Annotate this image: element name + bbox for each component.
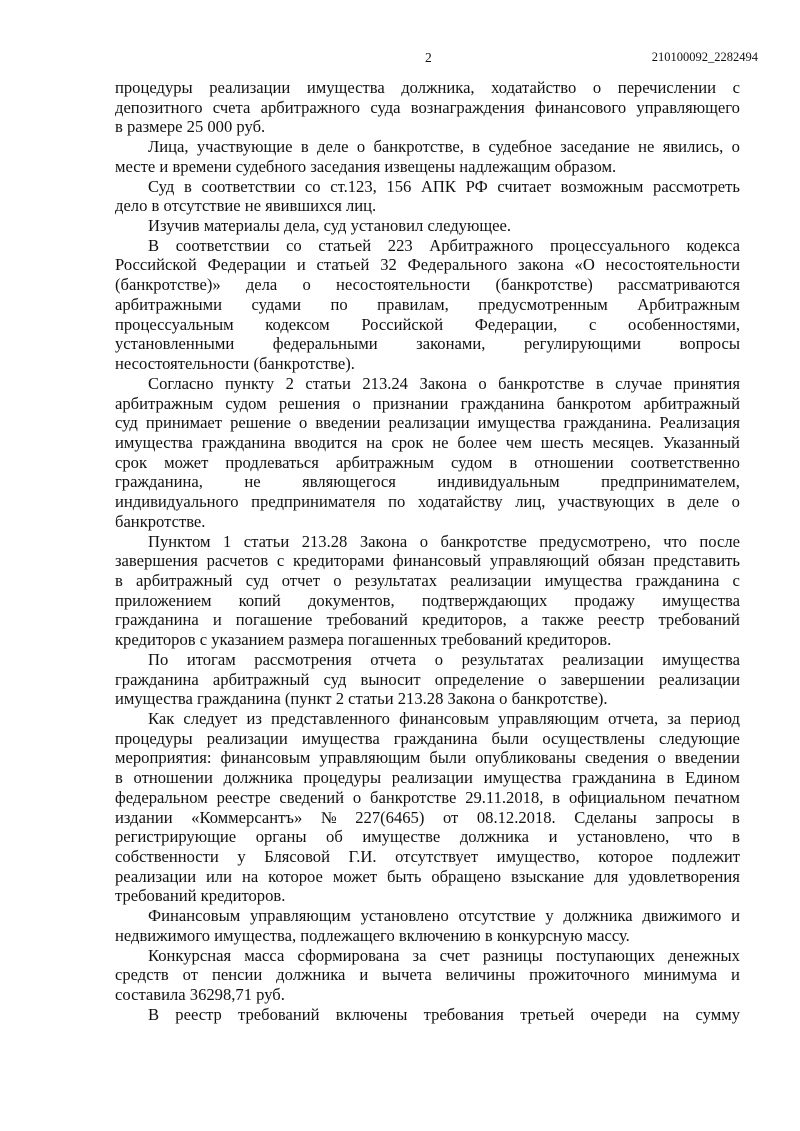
paragraph (115, 709, 740, 906)
paragraph (115, 137, 740, 176)
paragraph (115, 1005, 740, 1025)
text-line: средств от пенсии должника и вычета величины прожиточного минимума и (115, 965, 740, 985)
text-line: требований кредиторов. (115, 886, 286, 906)
text-line: Пунктом 1 статьи 213.28 Закона о банкротстве предусмотрено, что после (148, 531, 740, 551)
text-line: в отношении должника процедуры реализации имущества гражданина в Едином (115, 768, 740, 788)
text-line: несостоятельности (банкротстве). (115, 354, 355, 374)
text-line: Суд в соответствии со ст.123, 156 АПК РФ считает возможным рассмотреть (148, 176, 740, 196)
document-body (115, 78, 740, 1025)
text-line: составила 36298,71 руб. (115, 985, 285, 1005)
text-line: собственности у Блясовой Г.И. отсутствует имущество, которое подлежит (115, 847, 740, 867)
text-line: гражданина арбитражный суд выносит определение о завершении реализации (115, 669, 740, 689)
paragraph (115, 374, 740, 532)
text-line: По итогам рассмотрения отчета о результатах реализации имущества (148, 649, 740, 669)
text-line: процедуры реализации имущества гражданина были осуществлены следующие (115, 728, 740, 748)
text-line: в размере 25 000 руб. (115, 117, 266, 137)
text-line: Лица, участвующие в деле о банкротстве, в судебное заседание не явились, о (148, 137, 740, 157)
text-line: банкротстве. (115, 511, 206, 531)
text-line: Согласно пункту 2 статьи 213.24 Закона о банкротстве в случае принятия (148, 373, 740, 393)
page-header (0, 50, 800, 70)
text-line: установленными федеральными законами, регулирующими вопросы (115, 334, 740, 354)
text-line: процедуры реализации имущества должника, ходатайство о перечислении с (115, 78, 740, 97)
paragraph (115, 906, 740, 945)
paragraph (115, 236, 740, 374)
paragraph (115, 177, 740, 216)
text-line: дело в отсутствие не явившихся лиц. (115, 196, 377, 216)
paragraph (115, 532, 740, 650)
text-line: имущества гражданина (пункт 2 статьи 213.28 Закона о банкротстве). (115, 689, 608, 709)
text-line: мероприятия: финансовым управляющим были опубликованы сведения о введении (115, 748, 740, 768)
text-line: арбитражными судами по правилам, предусмотренным Арбитражным (115, 294, 740, 314)
text-line: Как следует из представленного финансовым управляющим отчета, за период (148, 709, 740, 728)
text-line: Российской Федерации и статьей 32 Федерального закона «О несостоятельности (115, 255, 740, 275)
text-line: регистрирующие органы об имуществе должника и установлено, что в (115, 827, 740, 847)
text-line: федеральном реестре сведений о банкротстве 29.11.2018, в официальном печатном (115, 787, 740, 807)
text-line: (банкротстве)» дела о несостоятельности (банкротстве) рассматриваются (115, 275, 740, 295)
text-line: приложением копий документов, подтверждающих продажу имущества (115, 590, 740, 610)
text-line: арбитражным судом решения о признании гражданина банкротом арбитражный (115, 393, 740, 413)
text-line: В соответствии со статьей 223 Арбитражного процессуального кодекса (148, 235, 740, 255)
paragraph (115, 216, 740, 236)
text-line: В реестр требований включены требования третьей очереди на сумму (148, 1004, 740, 1024)
text-line: реализации или на которое может быть обращено взыскание для удовлетворения (115, 866, 740, 886)
text-line: гражданина, не являющегося индивидуальным предпринимателем, (115, 472, 740, 492)
text-line: кредиторов с указанием размера погашенных требований кредиторов. (115, 630, 612, 650)
text-line: индивидуального предпринимателя по ходатайству лиц, участвующих в деле о (115, 492, 740, 512)
text-line: гражданина и погашение требований кредиторов, а также реестр требований (115, 610, 740, 630)
text-line: издании «Коммерсантъ» № 227(6465) от 08.12.2018. Сделаны запросы в (115, 807, 740, 827)
text-line: процессуальным кодексом Российской Федерации, с особенностями, (115, 314, 740, 334)
paragraph (115, 650, 740, 709)
text-line: Финансовым управляющим установлено отсутствие у должника движимого и (148, 906, 740, 926)
text-line: имущества гражданина вводится на срок не более чем шесть месяцев. Указанный (115, 432, 740, 452)
document-id: 210100092_2282494 (651, 50, 758, 64)
text-line: недвижимого имущества, подлежащего включению в конкурсную массу. (115, 925, 630, 945)
text-line: месте и времени судебного заседания извещены надлежащим образом. (115, 156, 617, 176)
text-line: Конкурсная масса сформирована за счет разницы поступающих денежных (148, 945, 740, 965)
text-line: в арбитражный суд отчет о результатах реализации имущества гражданина с (115, 570, 740, 590)
text-line: завершения расчетов с кредиторами финансовый управляющий обязан представить (115, 551, 740, 571)
text-line: суд принимает решение о введении реализации имущества гражданина. Реализация (115, 413, 740, 433)
page-number: 2 (425, 50, 432, 65)
paragraph (115, 78, 740, 137)
paragraph (115, 946, 740, 1005)
text-line: срок может продлеваться арбитражным судом в отношении соответственно (115, 452, 740, 472)
text-line: депозитного счета арбитражного суда вознаграждения финансового управляющего (115, 97, 740, 117)
text-line: Изучив материалы дела, суд установил следующее. (148, 216, 512, 236)
